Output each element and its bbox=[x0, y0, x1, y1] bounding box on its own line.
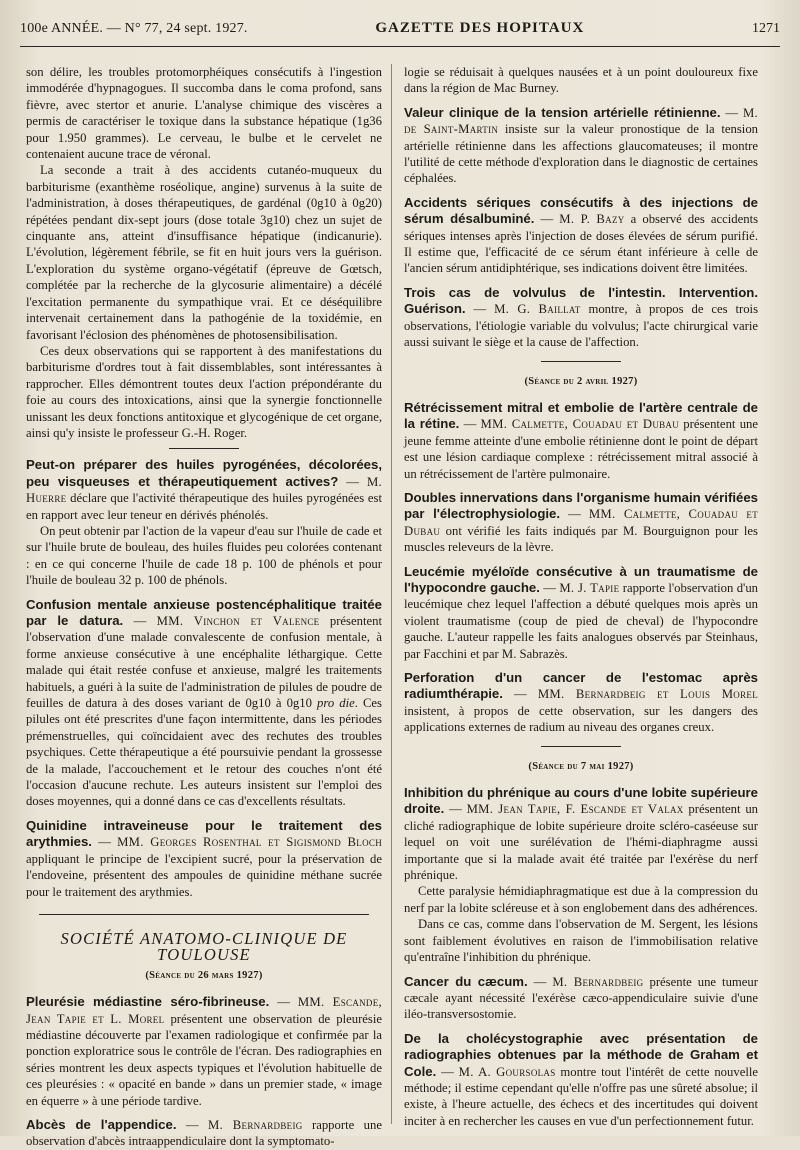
article-abces-appendice: Abcès de l'appendice. — M. Bernardbeig rapporte une observation d'abcès intraappendiculaire dont la symptomato- bbox=[26, 1116, 382, 1149]
article-title: Rétrécissement mitral et embolie de l'artère centrale de la rétine. bbox=[404, 399, 758, 432]
article-title: Leucémie myéloïde consécutive à un traumatisme de l'hypocondre gauche. bbox=[404, 563, 758, 595]
article-title: Quinidine intraveineuse pour le traitement des arythmies. bbox=[26, 817, 382, 850]
article-text: . Ces pilules ont été prescrites d'une façon intermittente, dans les périodes prémenstruelles, qui coïncidaient avec des rechutes des troubles psychiques. Cette thérapeutique a été poursuivie pendant la grossesse de la malade, l'accouchement et le retour des couches n'ont été l'occasion d'aucune rechute. Les auteurs insistent sur l'emploi des doses moyennes, qui a donné dans ce cas d'excellents résultats. bbox=[26, 696, 382, 809]
article-title: Accidents sériques consécutifs à des injections de sérum désalbuminé. bbox=[404, 194, 758, 227]
paragraph: Dans ce cas, comme dans l'observation de M. Sergent, les lésions sont faiblement évolutives en raison de l'immobilisation relative qu'entraîne l'inhibition du phrénique. bbox=[404, 917, 758, 965]
article-author: M. A. Goursolas bbox=[458, 1064, 556, 1079]
paragraph: Cette paralysie hémidiaphragmatique est due à la compression du nerf par la lobite scléreuse et à son englobement dans des adhérences. bbox=[404, 884, 758, 915]
session-date: (Séance du 26 mars 1927) bbox=[145, 969, 263, 981]
article-confusion-mentale: Confusion mentale anxieuse postencéphalitique traitée par le datura. — MM. Vinchon et Valence présentent l'observation d'une malade convalescente de confusion mentale, à forme anxieuse consécutive à une encéphalite léthargique. Cette malade qui était restée confuse et anxieuse, malgré les traitements habituels, a guéri à la suite de l'administration de pilules de poudre de feuilles de datura à des doses variant de 0g10 à 0g10 pro die. Ces pilules ont été prescrites d'une façon intermittente, dans les périodes prémenstruelles, qui coïncidaient avec des rechutes des troubles psychiques. Cette thérapeutique a été poursuivie pendant la grossesse de la malade, l'accouchement et le retour des couches n'ont été l'occasion d'aucune rechute. Les auteurs insistent sur l'emploi des doses moyennes, qui a donné dans ce cas d'excellents résultats. bbox=[26, 596, 382, 809]
article-authors: MM. Jean Tapie, F. Escande et Valax bbox=[466, 802, 684, 817]
article-text: déclare que l'activité thérapeutique des huiles pyrogénées est en rapport avec leur teneur en dérivés phénolés. bbox=[26, 491, 383, 522]
continued-paragraph: logie se réduisait à quelques nausées et à un point douloureux fixe dans la région de Mac Burney. bbox=[404, 65, 758, 96]
article-text: ont vérifié les faits indiqués par M. Bourguignon pour les muscles releveurs de la lèvre. bbox=[404, 523, 758, 555]
article-tension-retinienne: Valeur clinique de la tension artérielle rétinienne. — M. de Saint-Martin insiste sur la valeur pronostique de la tension artérielle rétinienne dans les affections glaucomateuses; il montre l'utilité de cette méthode d'exploration dans le diagnostic de certaines céphalées. bbox=[404, 104, 759, 186]
article-text: présentent l'observation d'une malade convalescente de confusion mentale, à forme anxieuse consécutive à une encéphalite léthargique. Cette malade qui était restée confuse et anxieuse, malgré les traitements habituels, a guéri à la suite de l'administration de pilules de poudre de feuilles de datura à des doses variant de 0g10 à 0g10 bbox=[26, 614, 382, 711]
article-text: rapporte l'observation d'un leucémique chez lequel l'affection a débuté quelques mois après un violent traumatisme (coup de pied de cheval) de l'hypocondre gauche. L'auteur rappelle les faits analogues observés par Steinhaus, par Facchini et par M. Sabrazès. bbox=[404, 580, 759, 661]
article-quinidine: Quinidine intraveineuse pour le traitement des arythmies. — MM. Georges Rosenthal et Sigismond Bloch appliquant le principe de l'excipient sucré, pour la préservation de l'endoveine, présentent des ampoules de quinidine méthane sucrée pour le traitement des arythmies. bbox=[26, 817, 383, 899]
article-author: M. Bernardbeig bbox=[552, 974, 644, 989]
left-column bbox=[26, 64, 382, 1150]
section-rule bbox=[39, 914, 369, 915]
article-authors: MM. Georges Rosenthal et Sigismond Bloch bbox=[117, 835, 383, 850]
section-rule bbox=[541, 746, 621, 747]
article-title: De la cholécystographie avec présentation de radiographies obtenues par la méthode de Graham et Cole. bbox=[404, 1030, 758, 1079]
article-rule bbox=[169, 448, 239, 449]
session-date: (Séance du 7 mai 1927) bbox=[528, 760, 634, 772]
society-heading: SOCIÉTÉ ANATOMO-CLINIQUE DE TOULOUSE bbox=[60, 928, 348, 965]
article-inhibition-phrenique: Inhibition du phrénique au cours d'une lobite supérieure droite. — MM. Jean Tapie, F. Escande et Valax présentent un cliché radiographique de lobite supérieure droite scléro-caséeuse sur lequel on voit une surélévation de l'hémi-diaphragme aussi importante que si la malade avait été traitée par l'exérèse du nerf phrénique. bbox=[404, 785, 759, 883]
session-date: (Séance du 2 avril 1927) bbox=[524, 375, 638, 387]
article-title: Doubles innervations dans l'organisme humain vérifiées par l'électrophysiologie. bbox=[404, 489, 758, 522]
article-text: présentent un cliché radiographique de lobite supérieure droite scléro-caséeuse sur lequel on voit une surélévation de l'hémi-diaphragme aussi importante que si la malade avait été traitée par l'exérèse du nerf phrénique. bbox=[404, 802, 759, 883]
paragraph: Ces deux observations qui se rapportent à des manifestations du barbiturisme d'ordres tout à fait dissemblables, sont intéressantes à rapprocher. Elles démontrent toutes deux l'action prépondérante du foie au cours des intoxications, ainsi que la synergie fonctionnelle unissant les deux fonctions antitoxique et glycogénique de cet organe, ainsi qu'y insiste le professeur G.-H. Roger. bbox=[26, 343, 382, 440]
article-authors: MM. Calmette, Couadau et Dubau bbox=[404, 507, 759, 538]
paragraph: La seconde a trait à des accidents cutanéo-muqueux du barbiturisme (exanthème roséolique, angine) survenus à la suite de l'administration, à doses thérapeutiques, de gardénal (0g10 à 0g20) répétées pendant dix-sept jours (dose totale 3g10) chez un sujet de cinquante ans, atteint d'insuffisance hépatique (indicanurie). L'évolution, légèrement fébrile, se fit en huit jours vers la guérison. L'exploration du système organo-végétatif (épreuve de Gœtsch, complétée par la recherche de la glycosurie alimentaire) a décélé l'excitation permanente du sympathique vrai. Et ce déséquilibre intervenait certainement dans la pathogénie de la toxidémie, en favorisant l'éclosion des phénomènes de photosensibilisation. bbox=[26, 163, 382, 342]
article-text: montre tout l'intérêt de cette nouvelle méthode; il estime cependant qu'elle n'offre pas une sûreté absolue; il existe, à l'heure actuelle, des échecs et des incertitudes qui doivent inciter à en rechercher les causes en vue d'un perfectionnement futur. bbox=[404, 1064, 759, 1128]
article-title: Pleurésie médiastine séro-fibrineuse. bbox=[26, 994, 270, 1010]
article-volvulus: Trois cas de volvulus de l'intestin. Intervention. Guérison. — M. G. Baillat montre, à propos de ces trois observations, l'étiologie variable du volvulus; l'acte chirurgical varie aussi suivant le siège et la cause de l'affection. bbox=[404, 284, 759, 350]
article-authors: MM. Escande, Jean Tapie et L. Morel bbox=[26, 995, 383, 1026]
article-title: Perforation d'un cancer de l'estomac après radiumthérapie. bbox=[404, 670, 758, 702]
article-doubles-innervations: Doubles innervations dans l'organisme humain vérifiées par l'électrophysiologie. — MM. Calmette, Couadau et Dubau ont vérifié les faits indiqués par M. Bourguignon pour les muscles releveurs de la lèvre. bbox=[404, 489, 759, 555]
paragraph: On peut obtenir par l'action de la vapeur d'eau sur l'huile de cade et sur l'huile brute de bouleau, des huiles fluides peu colorées contenant : en ce qui concerne l'huile de cade 18 p. 100 de phénols et pour l'huile de bouleau 32 p. 100 de phénols. bbox=[26, 523, 382, 588]
article-title: Peut-on préparer des huiles pyrogénées, décolorées, peu visqueuses et thérapeutiquement actives? bbox=[26, 457, 382, 489]
page-number: 1271 bbox=[751, 21, 780, 36]
article-cholecystographie: De la cholécystographie avec présentation de radiographies obtenues par la méthode de Graham et Cole. — M. A. Goursolas montre tout l'intérêt de cette nouvelle méthode; il estime cependant qu'elle n'offre pas une sûreté absolue; il existe, à l'heure actuelle, des échecs et des incertitudes qui doivent inciter à en rechercher les causes en vue d'un perfectionnement futur. bbox=[404, 1030, 759, 1128]
article-title: Trois cas de volvulus de l'intestin. Intervention. Guérison. bbox=[404, 284, 758, 317]
article-italic: pro die bbox=[317, 696, 355, 711]
article-perforation-cancer: Perforation d'un cancer de l'estomac après radiumthérapie. — MM. Bernardbeig et Louis Morel insistent, à propos de cette observation, sur les dangers des applications externes de radium au niveau des organes creux. bbox=[404, 670, 758, 735]
article-retrecissement-mitral: Rétrécissement mitral et embolie de l'artère centrale de la rétine. — MM. Calmette, Couadau et Dubau présentent une jeune femme atteinte d'une embolie rétinienne dont le point de départ est une lésion cardiaque complexe : rétrécissement mitral associé à un rétrécissement de l'artère pulmonaire. bbox=[404, 399, 759, 481]
article-author: M. Huerre bbox=[26, 474, 382, 506]
article-text: présentent une observation de pleurésie médiastine découverte par l'examen radiologique et confirmée par la ponction exploratrice sous le contrôle de l'écran. Des radiographies en séries montrent les deux aspects typiques et l'évolution habituelle de ces pleurésies : « opacité en bande » dans un premier stade, « image en équerre » à une période tardive. bbox=[26, 1011, 383, 1108]
column-divider bbox=[391, 64, 392, 1124]
article-cancer-caecum: Cancer du cæcum. — M. Bernardbeig présente une tumeur cæcale ayant nécessité l'exérèse cæco-appendiculaire suivie d'une iléo-transversostomie. bbox=[404, 973, 758, 1022]
article-text: présentent une jeune femme atteinte d'une embolie rétinienne dont le point de départ est une lésion cardiaque complexe : rétrécissement mitral associé à un rétrécissement de l'artère pulmonaire. bbox=[404, 417, 759, 481]
article-text: rapporte une observation d'abcès intraappendiculaire dont la symptomato- bbox=[26, 1117, 382, 1149]
article-authors: MM. Vinchon et Valence bbox=[156, 614, 320, 628]
article-title: Inhibition du phrénique au cours d'une lobite supérieure droite. bbox=[404, 785, 758, 817]
article-author: M. Bernardbeig bbox=[208, 1117, 303, 1132]
article-author: M. J. Tapie bbox=[559, 580, 620, 595]
article-title: Cancer du cæcum. bbox=[404, 973, 528, 989]
article-authors: MM. Bernardbeig et Louis Morel bbox=[537, 687, 758, 702]
article-text: a observé des accidents sériques intenses après l'injection de doses élevées de sérum purifié. Il estime que, l'efficacité de ce sérum étant inférieure à celle de l'ancien sérum antidiphtérique, ses indications doivent être limitées. bbox=[404, 212, 759, 276]
article-accidents-seriques: Accidents sériques consécutifs à des injections de sérum désalbuminé. — M. P. Bazy a observé des accidents sériques intenses après l'injection de doses élevées de sérum purifié. Il estime que, l'efficacité de ce sérum étant inférieure à celle de l'ancien sérum antidiphtérique, ses indications doivent être limitées. bbox=[404, 194, 759, 276]
header-rule bbox=[20, 46, 780, 47]
section-rule bbox=[541, 361, 621, 362]
article-text: montre, à propos de ces trois observations, l'étiologie variable du volvulus; l'acte chirurgical varie aussi suivant le siège et la cause de l'affection. bbox=[404, 302, 759, 350]
article-text: présente une tumeur cæcale ayant nécessité l'exérèse cæco-appendiculaire suivie d'une iléo-transversostomie. bbox=[404, 974, 758, 1022]
article-leucemie: Leucémie myéloïde consécutive à un traumatisme de l'hypocondre gauche. — M. J. Tapie rapporte l'observation d'un leucémique chez lequel l'affection a débuté quelques mois après un violent traumatisme (coup de pied de cheval) de l'hypocondre gauche. L'auteur rappelle les faits analogues observés par Steinhaus, par Facchini et par M. Sabrazès. bbox=[404, 563, 759, 661]
issue-info: 100e ANNÉE. — N° 77, 24 sept. 1927. bbox=[20, 21, 248, 36]
article-author: M. P. Bazy bbox=[559, 212, 625, 227]
article-huiles-pyrogenees: Peut-on préparer des huiles pyrogénées, décolorées, peu visqueuses et thérapeutiquement actives? — M. Huerre déclare que l'activité thérapeutique des huiles pyrogénées est en rapport avec leur teneur en dérivés phénolés. bbox=[26, 457, 383, 522]
article-text: insiste sur la valeur pronostique de la tension artérielle rétinienne dans les affections glaucomateuses; il montre l'utilité de cette méthode d'exploration dans le diagnostic de certaines céphalées. bbox=[404, 122, 759, 186]
article-author: M. de Saint-Martin bbox=[404, 105, 758, 137]
right-column bbox=[404, 64, 758, 1129]
article-author: M. G. Baillat bbox=[494, 302, 581, 317]
continued-paragraph: son délire, les troubles protomorphéiques consécutifs à l'ingestion immodérée d'hypnagogues. Il succomba dans le coma profond, sans fièvre, avec stertor et anurie. L'analyse chimique des viscères a permis de caractériser le toxique dans la substance hépatique (1g36 pour 1.950 grammes). Le cerveau, le bulbe et le cervelet ne contenaient aucune trace de véronal. bbox=[26, 65, 382, 162]
article-text: appliquant le principe de l'excipient sucré, pour la préservation de l'endoveine, présentent des ampoules de quinidine méthane sucrée pour le traitement des arythmies. bbox=[26, 851, 382, 899]
article-pleuresie: Pleurésie médiastine séro-fibrineuse. — MM. Escande, Jean Tapie et L. Morel présentent une observation de pleurésie médiastine découverte par l'examen radiologique et confirmée par la ponction exploratrice sous le contrôle de l'écran. Des radiographies en séries montrent les deux aspects typiques et l'évolution habituelle de ces pleurésies : « opacité en bande » dans un premier stade, « image en équerre » à une période tardive. bbox=[26, 994, 383, 1108]
article-text: insistent, à propos de cette observation, sur les dangers des applications externes de radium au niveau des organes creux. bbox=[404, 703, 758, 735]
journal-title: GAZETTE DES HOPITAUX bbox=[375, 20, 585, 36]
article-title: Abcès de l'appendice. bbox=[26, 1116, 177, 1132]
article-authors: MM. Calmette, Couadau et Dubau bbox=[480, 417, 680, 432]
article-title: Confusion mentale anxieuse postencéphalitique traitée par le datura. bbox=[26, 596, 382, 628]
article-title: Valeur clinique de la tension artérielle rétinienne. bbox=[404, 104, 721, 120]
